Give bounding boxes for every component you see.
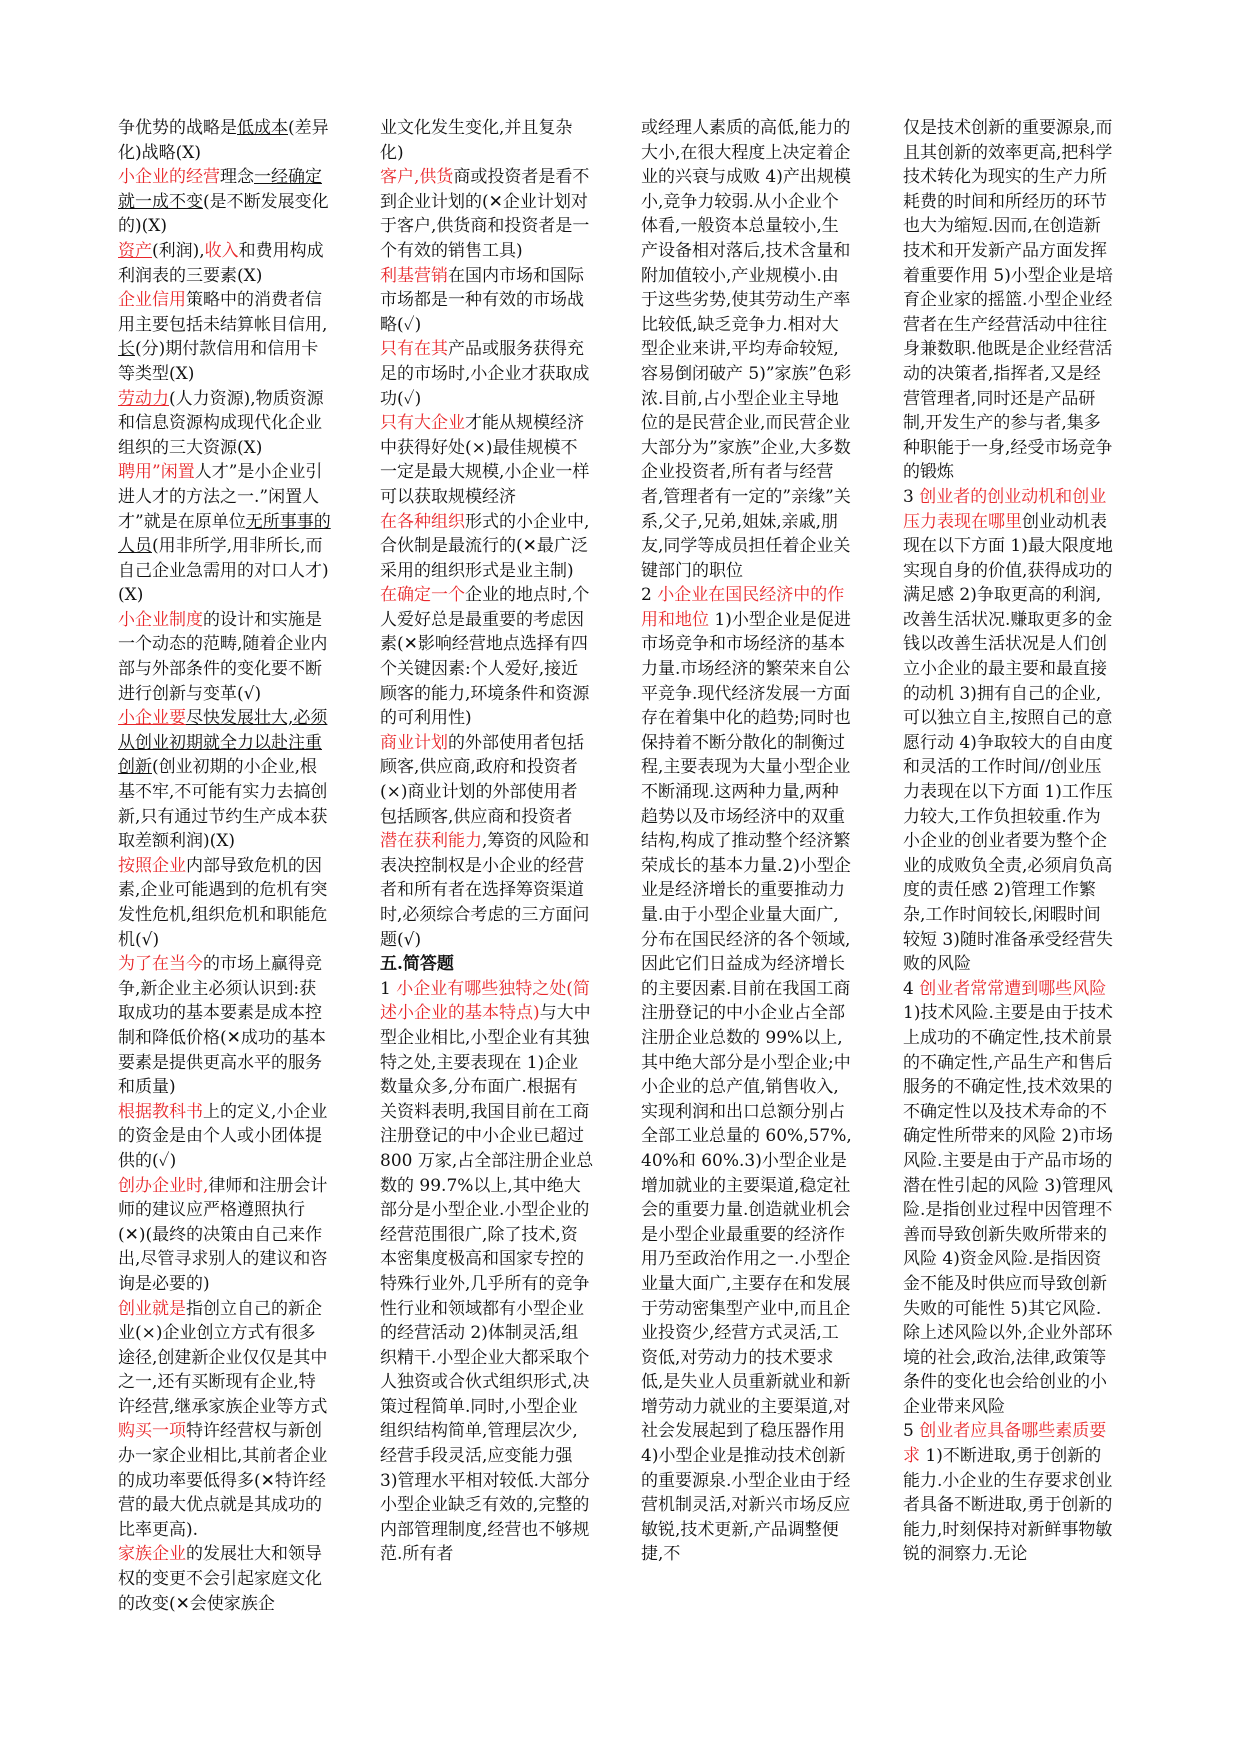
text-segment: (差异化)战略(X) bbox=[118, 118, 329, 163]
text-segment: 低成本 bbox=[237, 118, 288, 138]
highlighted-keyword: 创业者应具备哪些素质要求 bbox=[903, 1421, 1107, 1467]
highlighted-keyword: 为了在当今 bbox=[118, 954, 203, 975]
highlighted-keyword: 创业者常常遭到哪些风险 bbox=[919, 978, 1107, 999]
paragraph bbox=[380, 952, 594, 977]
text-segment: 业文化发生变化,并且复杂化) bbox=[380, 118, 573, 163]
text-segment: (创业初期的小企业,根基不牢,不可能有实力去搞创新,只有通过节约生产成本获取差额利润)(X) bbox=[118, 757, 328, 852]
paragraph bbox=[380, 165, 594, 263]
text-segment: (利润), bbox=[152, 240, 205, 261]
text-segment: 策略中的消费者信用主要包括未结算帐目信用, bbox=[118, 290, 328, 335]
paragraph bbox=[118, 165, 332, 239]
highlighted-keyword: 创业就是 bbox=[118, 1298, 186, 1319]
highlighted-keyword: 小企业要 bbox=[118, 708, 186, 729]
paragraph bbox=[380, 411, 594, 509]
text-segment: 产品或服务获得充足的市场时,小企业才获取成功(✓) bbox=[380, 339, 590, 409]
paragraph bbox=[118, 608, 332, 706]
paragraph bbox=[641, 116, 855, 583]
text-segment: 4 bbox=[903, 978, 920, 999]
highlighted-keyword: 只有在其 bbox=[380, 339, 448, 360]
paragraph bbox=[118, 706, 332, 854]
highlighted-keyword: 创办企业时, bbox=[118, 1175, 209, 1196]
paragraph bbox=[118, 288, 332, 386]
paragraph bbox=[380, 116, 594, 165]
paragraph bbox=[118, 460, 332, 608]
text-segment: 和费用构成利润表的三要素(X) bbox=[118, 240, 324, 286]
paragraph bbox=[903, 1419, 1117, 1567]
text-segment: (人力资源),物质资源和信息资源构成现代化企业组织的三大资源(X) bbox=[118, 388, 324, 458]
text-segment: 上的定义,小企业的资金是由个人或小团体提供的(✓) bbox=[118, 1101, 328, 1171]
paragraph bbox=[903, 977, 1117, 1420]
paragraph bbox=[903, 485, 1117, 977]
text-segment: 律师和注册会计师的建议应严格遵照执行(✕)(最终的决策由自己来作出,尽管寻求别人的建议和咨询是必要的) bbox=[118, 1175, 328, 1294]
text-segment: (分)期付款信用和信用卡等类型(X) bbox=[118, 339, 319, 384]
paragraph bbox=[903, 116, 1117, 485]
text-segment: 3 bbox=[903, 486, 920, 507]
highlighted-keyword: 企业信用 bbox=[118, 290, 186, 311]
highlighted-keyword: 资产 bbox=[118, 240, 152, 261]
highlighted-keyword: 家族企业 bbox=[118, 1544, 186, 1565]
paragraph bbox=[380, 510, 594, 584]
text-segment: 一经确定就一成不变 bbox=[118, 167, 322, 212]
paragraph bbox=[118, 1174, 332, 1297]
text-segment: 与大中型企业相比,小型企业有其独特之处,主要表现在 1)企业数量众多,分布面广.根据有关资料表明,我国目前在工商注册登记的中小企业已超过 800 万家,占全部注册企业总数的 99.7%以上,其中绝大部分是小型企业.小型企业的经营范围很广,除了技术,资本密集度极高和国家专控的特殊行业外,几乎所有的竞争性行业和领域都有小型企业的经营活动 2)体制灵活,组织精干.小型企业大都采取个人独资或合伙式组织形式,决策过程简单.同时,小型企业组织结构简单,管理层次少,经营手段灵活,应变能力强 3)管理水平相对较低.大部分小型企业缺乏有效的,完整的内部管理制度,经营也不够规范.所有者 bbox=[380, 1003, 594, 1565]
text-segment: 2 bbox=[641, 585, 658, 606]
paragraph bbox=[380, 731, 594, 829]
highlighted-keyword: 劳动力 bbox=[118, 388, 169, 409]
highlighted-keyword: 小企业的经营 bbox=[118, 167, 220, 188]
text-segment: 在国内市场和国际市场都是一种有效的市场战略(✓) bbox=[380, 265, 584, 335]
text-segment: ,筹资的风险和表决控制权是小企业的经营者和所有者在选择筹资渠道时,必须综合考虑的三方面问题(√) bbox=[380, 831, 590, 950]
highlighted-keyword: 利基营销 bbox=[380, 265, 448, 286]
text-segment: 尽快发展壮大,必须从创业初期就全力以赴注重创新 bbox=[118, 708, 328, 778]
highlighted-keyword: 根据教科书 bbox=[118, 1101, 203, 1122]
text-segment: 理念 bbox=[220, 167, 254, 188]
text-segment: 长 bbox=[118, 339, 135, 360]
paragraph bbox=[380, 829, 594, 952]
paragraph bbox=[641, 583, 855, 1567]
highlighted-keyword: 商业计划 bbox=[380, 732, 448, 753]
text-segment: 争优势的战略是 bbox=[118, 118, 237, 138]
paragraph bbox=[118, 239, 332, 288]
text-column-3 bbox=[641, 116, 855, 1567]
paragraph bbox=[380, 977, 594, 1567]
highlighted-keyword: 潜在获利能力 bbox=[380, 831, 482, 852]
paragraph bbox=[118, 952, 332, 1100]
text-segment: 的市场上赢得竞争,新企业主必须认识到:获取成功的基本要素是成本控制和降低价格(✕成功的基本要素是提供更高水平的服务和质量) bbox=[118, 954, 326, 1098]
highlighted-keyword: 小企业有哪些独特之处(简述小企业的基本特点) bbox=[380, 978, 590, 1024]
text-segment: 指创立自己的新企业(×)企业创立方式有很多途径,创建新企业仅仅是其中之一,还有买断现有企业,特许经营,继承家族企业等方式 bbox=[118, 1298, 328, 1417]
text-column-4 bbox=[903, 116, 1117, 1567]
highlighted-keyword: 收入 bbox=[204, 240, 239, 261]
text-segment: 的外部使用者包括顾客,供应商,政府和投资者(×)商业计划的外部使用者包括顾客,供应商和投资者 bbox=[380, 732, 584, 827]
text-segment: 5 bbox=[903, 1421, 920, 1442]
paragraph bbox=[118, 854, 332, 952]
text-segment: 的发展壮大和领导权的变更不会引起家庭文化的改变(✕会使家族企 bbox=[118, 1544, 322, 1614]
text-segment: 人才”是小企业引进人才的方法之一.”闲置人才”就是在原单位 bbox=[118, 462, 323, 532]
paragraph bbox=[118, 1542, 332, 1616]
text-segment: 仅是技术创新的重要源泉,而且其创新的效率更高,把科学技术转化为现实的生产力所耗费的时间和所经历的环节也大为缩短.因而,在创造新技术和开发新产品方面发挥着重要作用 5)小型企业是培育企业家的摇篮.小型企业经营者在生产经营活动中往往身兼数职.他既是企业经营活动的决策者,指挥者,又是经营管理者,同时还是产品研制,开发生产的参与者,集多种职能于一身,经受市场竞争的锻炼 bbox=[903, 118, 1113, 483]
highlighted-keyword: 在各种组织 bbox=[380, 511, 465, 532]
text-segment: 形式的小企业中,合伙制是最流行的(✕最广泛采用的组织形式是业主制) bbox=[380, 511, 590, 581]
text-segment: (是不断发展变化的)(X) bbox=[118, 191, 329, 237]
text-segment: 的设计和实施是一个动态的范畴,随着企业内部与外部条件的变化要不断进行创新与变革(√) bbox=[118, 609, 328, 704]
text-segment: 1)技术风险.主要是由于技术上成功的不确定性,技术前景的不确定性,产品生产和售后服务的不确定性,技术效果的不确定性以及技术寿命的不确定性所带来的风险 2)市场风险.主要是由于产品市场的潜在性引起的风险 3)管理风险.是指创业过程中因管理不善而导致创新失败所带来的风险 4)资金风险.是指因资金不能及时供应而导致创新失败的可能性 5)其它风险.除上述风险以外,企业外部环境的社会,政治,法律,政策等条件的变化也会给创业的小企业带来风险 bbox=[903, 1003, 1113, 1417]
text-segment: 或经理人素质的高低,能力的大小,在很大程度上决定着企业的兴衰与成败 4)产出规模小,竞争力较弱.从小企业个体看,一般资本总量较小,生产设备相对落后,技术含量和附加值较小,产业规模小.由于这些劣势,使其劳动生产率比较低,缺乏竞争力.相对大型企业来讲,平均寿命较短,容易倒闭破产 5)”家族”色彩浓.目前,占小型企业主导地位的是民营企业,而民营企业大部分为”家族”企业,大多数企业投资者,所有者与经营者,管理者有一定的”亲缘”关系,父子,兄弟,姐妹,亲戚,朋友,同学等成员担任着企业关键部门的职位 bbox=[641, 118, 852, 581]
text-segment: 1)不断进取,勇于创新的能力.小企业的生存要求创业者具备不断进取,勇于创新的能力,时刻保持对新鲜事物敏锐的洞察力.无论 bbox=[903, 1446, 1113, 1565]
text-segment: 1)小型企业是促进市场竞争和市场经济的基本力量.市场经济的繁荣来自公平竞争.现代经济发展一方面存在着集中化的趋势;同时也保持着不断分散化的制衡过程,主要表现为大量小型企业不断涌现.这两种力量,两种趋势以及市场经济中的双重结构,构成了推动整个经济繁荣成长的基本力量.2)小型企业是经济增长的重要推动力量.由于小型企业量大面广,分布在国民经济的各个领域,因此它们日益成为经济增长的主要因素.目前在我国工商注册登记的中小企业占全部注册企业总数的 99%以上,其中绝大部分是小型企业;中小企业的总产值,销售收入,实现利润和出口总额分别占全部工业总量的 60%,57%,40%和 60%.3)小型企业是增加就业的主要渠道,稳定社会的重要力量.创造就业机会是小型企业最重要的经济作用乃至政治作用之一.小型企业量大面广,主要存在和发展于劳动密集型产业中,而且企业投资少,经营方式灵活,工资低,对劳动力的技术要求低,是失业人员重新就业和新增劳动力就业的主要渠道,对社会发展起到了稳压器作用 4)小型企业是推动技术创新的重要源泉.小型企业由于经营机制灵活,对新兴市场反应敏锐,技术更新,产品调整便捷,不 bbox=[641, 609, 852, 1565]
text-segment: 特许经营权与新创办一家企业相比,其前者企业的成功率要低得多(✕特许经营的最大优点就是其成功的比率更高). bbox=[118, 1421, 328, 1540]
text-segment: 五.简答题 bbox=[380, 954, 454, 975]
text-column-1 bbox=[118, 116, 332, 1616]
highlighted-keyword: 客户,供货 bbox=[380, 167, 454, 188]
highlighted-keyword: 按照企业 bbox=[118, 855, 186, 876]
text-segment: 1 bbox=[380, 978, 397, 999]
highlighted-keyword: 小企业在国民经济中的作用和地位 bbox=[641, 585, 845, 630]
highlighted-keyword: 聘用”闲置 bbox=[118, 462, 195, 483]
paragraph bbox=[118, 387, 332, 461]
highlighted-keyword: 创业者的创业动机和创业压力表现在哪里 bbox=[903, 486, 1107, 532]
text-segment: 商或投资者是看不到企业计划的(✕企业计划对于客户,供货商和投资者是一个有效的销售工具) bbox=[380, 167, 590, 261]
paragraph bbox=[118, 116, 332, 165]
paragraph bbox=[118, 1100, 332, 1174]
highlighted-keyword: 购买一项 bbox=[118, 1421, 186, 1442]
text-segment: 创业动机表现在以下方面 1)最大限度地实现自身的价值,获得成功的满足感 2)争取更高的利润,改善生活状况.赚取更多的金钱以改善生活状况是人们创立小企业的最主要和最直接的动机 3)拥有自己的企业,可以独立自主,按照自己的意愿行动 4)争取较大的自由度和灵活的工作时间//创业压力表现在以下方面 1)工作压力较大,工作负担较重.作为小企业的创业者要为整个企业的成败负全责,必须肩负高度的责任感 2)管理工作繁杂,工作时间较长,闲暇时间较短 3)随时准备承受经营失败的风险 bbox=[903, 511, 1113, 975]
paragraph bbox=[380, 337, 594, 411]
text-segment: 才能从规模经济中获得好处(×)最佳规模不一定是最大规模,小企业一样可以获取规模经济 bbox=[380, 413, 590, 507]
text-segment: 内部导致危机的因素,企业可能遇到的危机有突发性危机,组织危机和职能危机(√) bbox=[118, 855, 328, 950]
text-segment: 无所事事的人员 bbox=[118, 511, 331, 557]
text-segment: 企业的地点时,个人爱好总是最重要的考虑因素(✕影响经营地点选择有四个关键因素:个人爱好,接近顾客的能力,环境条件和资源的可利用性) bbox=[380, 585, 590, 729]
text-column-2 bbox=[380, 116, 594, 1567]
highlighted-keyword: 小企业制度 bbox=[118, 609, 203, 630]
paragraph bbox=[380, 264, 594, 338]
paragraph bbox=[118, 1297, 332, 1420]
highlighted-keyword: 在确定一个 bbox=[380, 585, 465, 606]
paragraph bbox=[380, 583, 594, 731]
highlighted-keyword: 只有大企业 bbox=[380, 413, 465, 434]
text-segment: (用非所学,用非所长,而自己企业急需用的对口人才)(X) bbox=[118, 536, 329, 606]
paragraph bbox=[118, 1419, 332, 1542]
